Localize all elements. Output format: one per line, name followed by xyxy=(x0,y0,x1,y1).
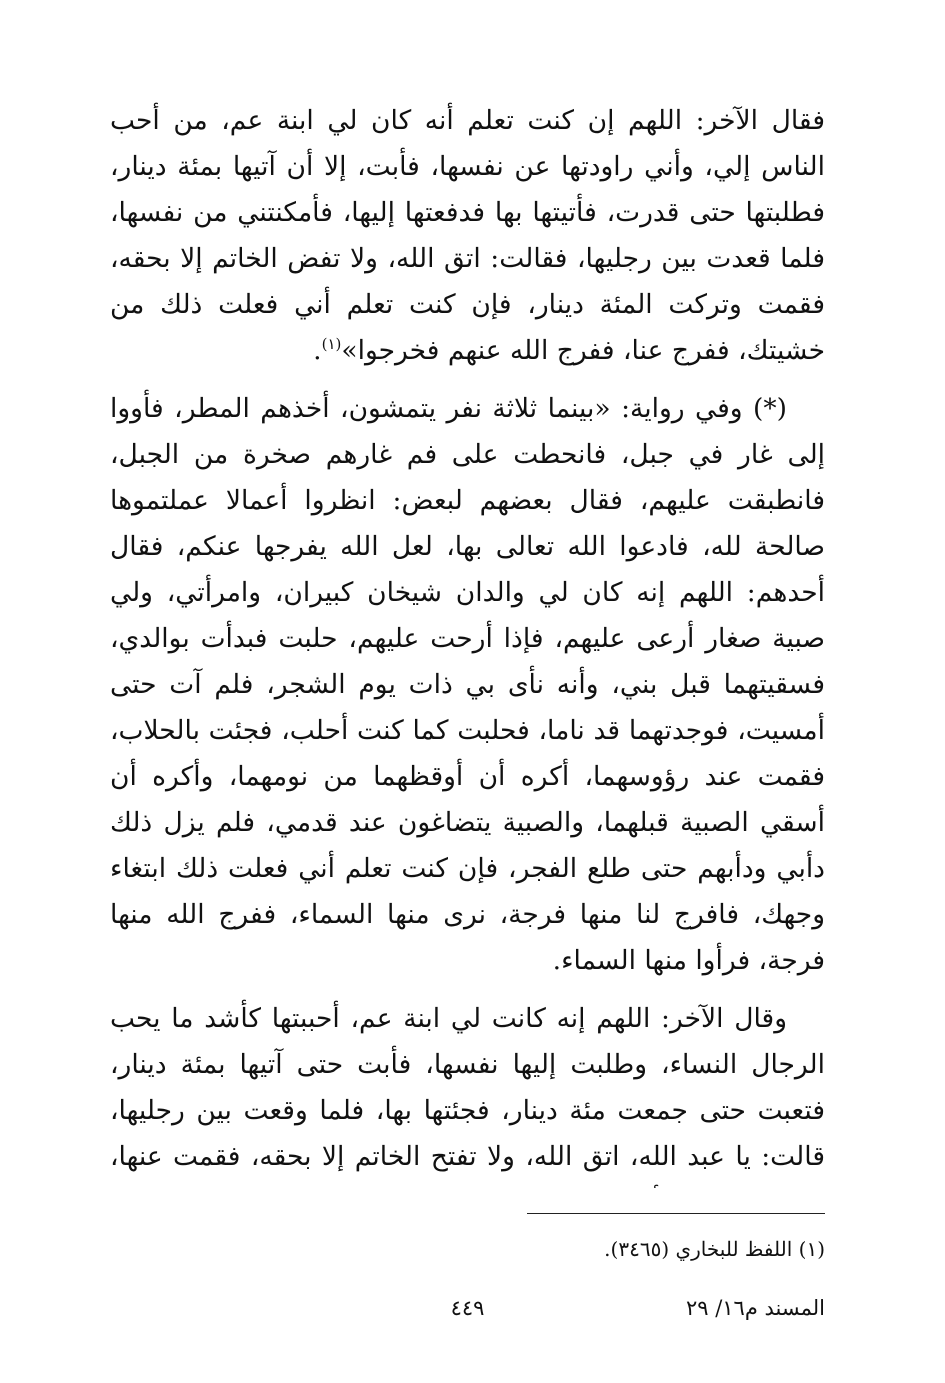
page-number: ٤٤٩ xyxy=(450,1296,485,1320)
main-text-block xyxy=(110,98,825,1188)
volume-signature: المسند م١٦/ ٢٩ xyxy=(685,1296,825,1320)
paragraph-3: وقال الآخر: اللهم إنه كانت لي ابنة عم، أحببتها كأشد ما يحب الرجال النساء، وطلبت إليها نفسها، فأبت حتى آتيها بمئة دينار، فتعبت حتى جمعت مئة دينار، فجئتها بها، فلما وقعت بين رجليها، قالت: يا عبد الله، اتق الله، ولا تفتح الخاتم إلا بحقه، فقمت عنها، xyxy=(110,1003,825,1172)
footnote-separator xyxy=(527,1213,825,1214)
footnote-marker: (١) xyxy=(321,335,342,354)
paragraph-1-text: فقال الآخر: اللهم إن كنت تعلم أنه كان لي ابنة عم، من أحب الناس إلي، وأني راودتها عن نفسها، فأبت، إلا أن آتيها بمئة دينار، فطلبتها حتى قدرت، فأتيتها بها فدفعتها إليها، فأمكنتني من نفسها، فلما قعدت بين رجليها، فقالت: اتق الله، ولا تفض الخاتم إلا بحقه، فقمت وتركت المئة دينار، فإن كنت تعلم أني فعلت ذلك من خشيتك، ففرج عنا، ففرج الله عنهم فخرجوا» xyxy=(110,105,825,366)
footnote-text: (١) اللفظ للبخاري (٣٤٦٥). xyxy=(604,1237,825,1261)
page-footer xyxy=(110,1293,825,1327)
paragraph-2: (*) وفي رواية: «بينما ثلاثة نفر يتمشون، أخذهم المطر، فأووا إلى غار في جبل، فانحطت على فم غارهم صخرة من الجبل، فانطبقت عليهم، فقال بعضهم لبعض: انظروا أعمالا عملتموها صالحة لله، فادعوا الله تعالى بها، لعل الله يفرجها عنكم، فقال أحدهم: اللهم إنه كان لي والدان شيخان كبيران، وامرأتي، ولي صبية صغار أرعى عليهم، فإذا أرحت عليهم، حلبت فبدأت بوالدي، فسقيتهما قبل بني، وأنه نأى بي ذات يوم الشجر، فلم آت حتى أمسيت، فوجدتهما قد ناما، فحلبت كما كنت أحلب، فجئت بالحلاب، فقمت عند رؤوسهما، أكره أن أوقظهما من نومهما، وأكره أن أسقي الصبية قبلهما، والصبية يتضاغون عند قدمي، فلم يزل ذلك دأبي ودأبهم حتى طلع الفجر، فإن كنت تعلم أني فعلت ذلك ابتغاء وجهك، فافرج لنا منها فرجة، نرى منها السماء، ففرج الله منها فرجة، فرأوا منها السماء. xyxy=(110,393,825,976)
paragraph-1-end: . xyxy=(313,335,322,366)
paragraph-1 xyxy=(110,98,825,374)
